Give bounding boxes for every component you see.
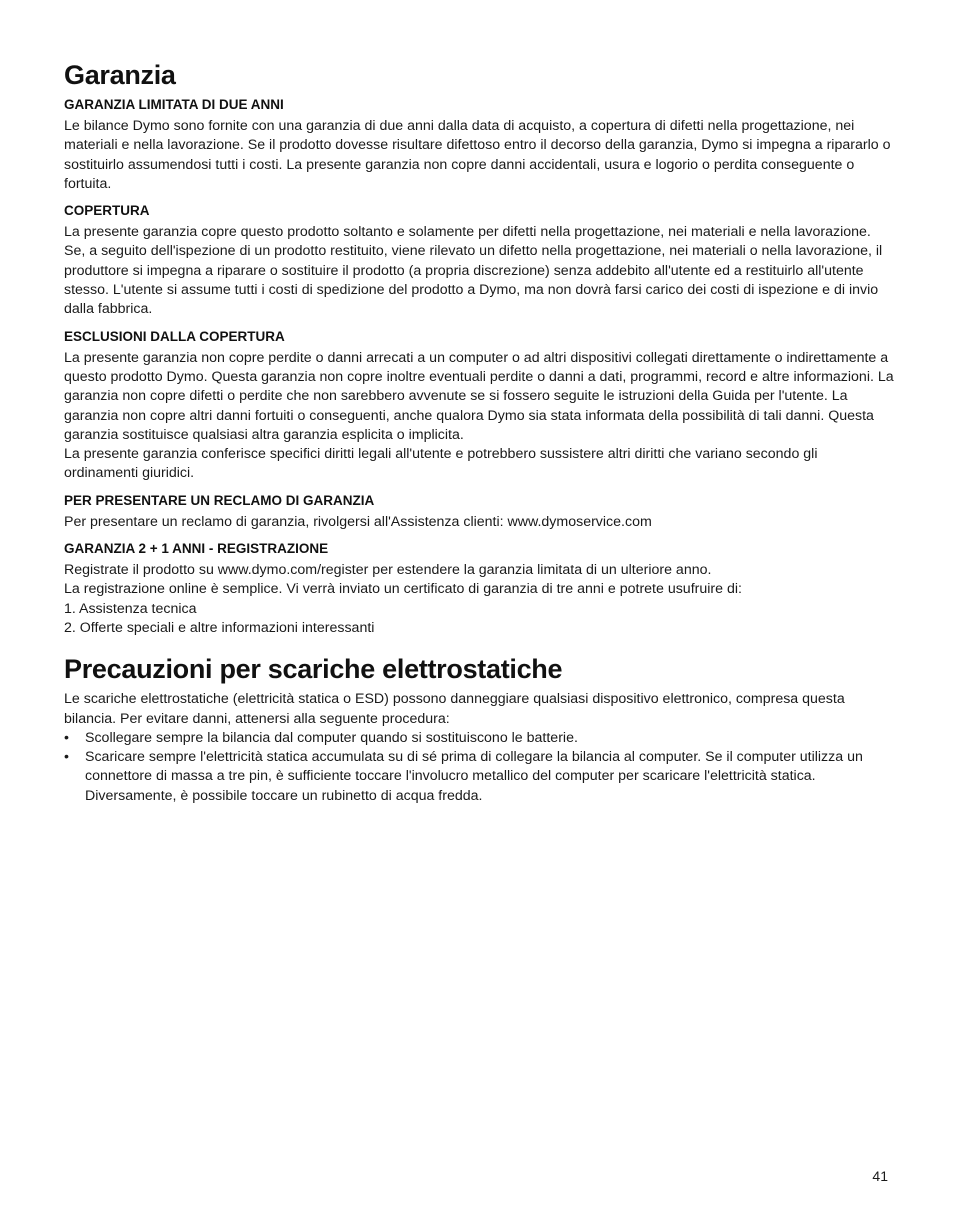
section-exclusions xyxy=(64,328,894,484)
section-heading: ESCLUSIONI DALLA COPERTURA xyxy=(64,328,285,344)
section-coverage xyxy=(64,202,894,319)
esd-intro: Le scariche elettrostatiche (elettricità statica o ESD) possono danneggiare qualsiasi dispositivo elettronico, compresa questa bilancia. Per evitare danni, attenersi alla seguente procedura: xyxy=(64,691,845,727)
section-paragraph: Registrate il prodotto su www.dymo.com/register per estendere la garanzia limitata di un ulteriore anno. xyxy=(64,562,712,579)
esd-title: Precauzioni per scariche elettrostatiche xyxy=(64,654,563,685)
numbered-item: 1. Assistenza tecnica xyxy=(64,600,197,617)
bullet-icon: • xyxy=(64,749,69,766)
section-esd xyxy=(64,690,894,806)
document-page xyxy=(64,58,894,806)
section-paragraph: La presente garanzia copre questo prodotto soltanto e solamente per difetti nella progettazione, nei materiali e nella lavorazione. Se, a seguito dell'ispezione di un prodotto restituito, viene rilevato un difetto nella progettazione, nei materiali o nella lavorazione, il produttore si impegna a riparare o sostituire il prodotto (a propria discrezione) senza addebito all'utente ed a restituirlo all'utente stesso. L'utente si assume tutti i costi di spedizione del prodotto a Dymo, ma non dovrà farsi carico dei costi di ispezione e di invio dalla fabbrica. xyxy=(64,224,883,318)
section-limited-warranty xyxy=(64,96,894,194)
section-paragraph: La registrazione online è semplice. Vi verrà inviato un certificato di garanzia di tre anni e potrete usufruire di: xyxy=(64,581,742,598)
section-heading: GARANZIA 2 + 1 ANNI - REGISTRAZIONE xyxy=(64,541,329,557)
section-claim xyxy=(64,492,894,532)
section-heading: COPERTURA xyxy=(64,203,150,219)
list-item xyxy=(64,748,894,806)
section-paragraph: Per presentare un reclamo di garanzia, rivolgersi all'Assistenza clienti: www.dymoservice.com xyxy=(64,513,652,530)
section-heading: GARANZIA LIMITATA DI DUE ANNI xyxy=(64,97,284,112)
section-paragraph: La presente garanzia non copre perdite o danni arrecati a un computer o ad altri dispositivi collegati direttamente o indirettamente a questo prodotto Dymo. Questa garanzia non copre inoltre eventuali perdite o danni a dati, programmi, record e altre informazioni. La garanzia non copre difetti o perdite che non sarebbero avvenute se si fossero seguite le istruzioni della Guida per l'utente. La garanzia non copre altri danni fortuiti o conseguenti, anche qualora Dymo sia stata informata della possibilità di tali danni. Questa garanzia sostituisce qualsiasi altra garanzia esplicita o implicita. xyxy=(64,349,894,443)
section-paragraph: Le bilance Dymo sono fornite con una garanzia di due anni dalla data di acquisto, a copertura di difetti nella progettazione, nei materiali e nella lavorazione. Se il prodotto dovesse risultare difettoso entro il decorso della garanzia, Dymo si impegna a ripararlo o sostituirlo assumendosi tutti i costi. La presente garanzia non copre danni accidentali, usura e logorio o perdita conseguente o fortuita. xyxy=(64,118,891,192)
bullet-icon: • xyxy=(64,729,69,746)
page-number: 41 xyxy=(872,1168,888,1184)
list-item xyxy=(64,729,894,748)
list-item-text: Scollegare sempre la bilancia dal computer quando si sostituiscono le batterie. xyxy=(85,729,578,746)
numbered-item: 2. Offerte speciali e altre informazioni interessanti xyxy=(64,619,375,636)
section-heading: PER PRESENTARE UN RECLAMO DI GARANZIA xyxy=(64,492,375,508)
section-registration xyxy=(64,540,894,638)
warranty-title: Garanzia xyxy=(64,60,176,90)
section-paragraph: La presente garanzia conferisce specifici diritti legali all'utente e potrebbero sussistere altri diritti che variano secondo gli ordinamenti giuridici. xyxy=(64,446,818,482)
list-item-text: Scaricare sempre l'elettricità statica accumulata su di sé prima di collegare la bilancia al computer. Se il computer utilizza un connettore di massa a tre pin, è sufficiente toccare l'involucro metallico del computer per scaricare l'elettricità statica. Diversamente, è possibile toccare un rubinetto di acqua fredda. xyxy=(85,749,863,804)
esd-bullet-list xyxy=(64,729,894,806)
